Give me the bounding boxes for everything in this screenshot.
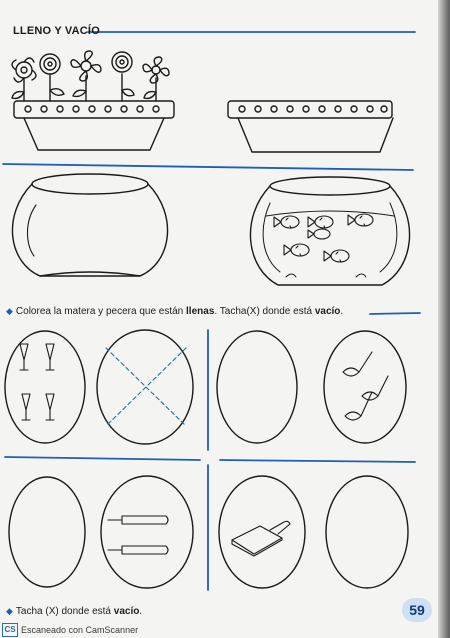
- fish-5: [324, 250, 349, 262]
- scanner-text: Escaneado con CamScanner: [21, 624, 139, 635]
- fish-1: [274, 216, 299, 228]
- oval-crossed-empty: [97, 330, 193, 444]
- instruction-1-bold-2: vacío: [314, 306, 341, 317]
- oval-frying-pans: [101, 476, 193, 588]
- fish-3: [348, 214, 373, 226]
- page-number: 59: [402, 598, 432, 622]
- fish-2: [308, 216, 333, 228]
- instruction-2-bold: vacío: [113, 606, 140, 617]
- diamond-icon: ◆: [6, 306, 13, 316]
- section-rule-2: [5, 457, 200, 460]
- oval-empty-right-2: [326, 476, 408, 588]
- instruction-2-post: .: [139, 606, 143, 617]
- flower-pot-full: [12, 51, 174, 150]
- section-rule-1: [3, 164, 413, 170]
- flower-pot-empty: [228, 101, 393, 152]
- instruction-rule: [370, 313, 420, 314]
- instruction-1-bold-1: llenas: [186, 306, 215, 317]
- instruction-line-2: [6, 606, 142, 617]
- instruction-2-pre: Tacha (X) donde está: [15, 606, 114, 617]
- oval-empty-right-1: [217, 331, 297, 443]
- fish-4: [284, 244, 309, 256]
- instruction-1-pre: Colorea la matera y pecera que están: [15, 306, 187, 317]
- diamond-icon: ◆: [6, 606, 13, 616]
- fish-bowl-empty: [12, 174, 167, 276]
- fish-6: [308, 229, 330, 239]
- oval-empty-left-2: [9, 477, 85, 587]
- instruction-1-mid: . Tacha(X) donde está: [214, 306, 315, 317]
- instruction-1-post: .: [340, 306, 344, 317]
- section-rule-3: [220, 460, 415, 462]
- scanner-watermark: [0, 621, 160, 638]
- fish-bowl-full: [250, 177, 409, 285]
- page-title: LLENO Y VACÍO: [13, 25, 100, 37]
- oval-glasses: [5, 331, 85, 443]
- oval-cutting-board: [219, 476, 305, 588]
- camscanner-logo-icon: CS: [2, 623, 18, 637]
- instruction-line-1: [6, 306, 343, 317]
- oval-ladles: [324, 331, 406, 443]
